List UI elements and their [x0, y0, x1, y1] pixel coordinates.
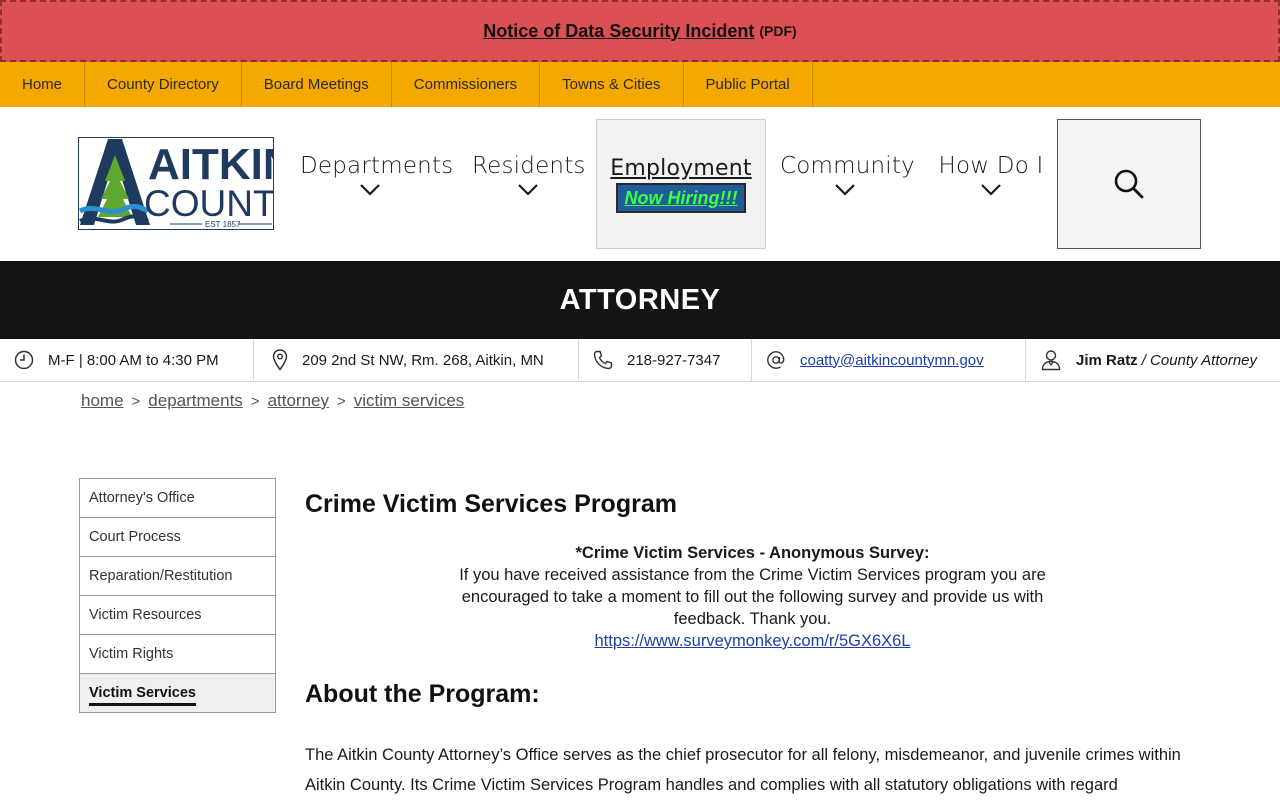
nav-residents-label: Residents — [472, 153, 586, 179]
utility-nav — [0, 62, 1280, 107]
survey-notice — [305, 542, 1200, 652]
nav-employment-label: Employment — [610, 156, 752, 181]
breadcrumb-attorney[interactable]: attorney — [267, 391, 329, 410]
breadcrumb-departments[interactable]: departments — [148, 391, 243, 410]
security-alert-banner — [0, 0, 1280, 62]
office-phone-text: 218-927-7347 — [627, 351, 721, 369]
now-hiring-badge[interactable]: Now Hiring!!! — [616, 183, 746, 213]
map-pin-icon — [272, 349, 288, 371]
nav-departments[interactable] — [300, 153, 454, 243]
utility-nav-towns-cities[interactable]: Towns & Cities — [540, 62, 683, 107]
office-email-link[interactable]: coatty@aitkincountymn.gov — [800, 351, 984, 369]
sidenav-victim-services[interactable] — [80, 674, 275, 713]
utility-nav-public-portal[interactable]: Public Portal — [684, 62, 813, 107]
office-phone[interactable] — [579, 339, 752, 381]
phone-icon — [593, 350, 613, 370]
logo-word-county: COUNT — [144, 183, 274, 224]
utility-nav-commissioners[interactable]: Commissioners — [392, 62, 540, 107]
chevron-down-icon — [980, 183, 1002, 197]
sidenav-victim-rights[interactable]: Victim Rights — [80, 635, 275, 674]
survey-link[interactable]: https://www.surveymonkey.com/r/5GX6X6L — [594, 632, 911, 650]
office-address-text: 209 2nd St NW, Rm. 268, Aitkin, MN — [302, 351, 544, 369]
about-paragraph: The Aitkin County Attorney’s Office serves as the chief prosecutor for all felony, misdemeanor, and juvenile crimes within Aitkin County. Its Crime Victim Services Program handles and complies with all statutory obligations with regard — [305, 746, 1181, 794]
sidenav-court-process[interactable]: Court Process — [80, 518, 275, 557]
nav-how-do-i[interactable] — [938, 153, 1044, 243]
logo-word-aitkin: AITKI — [148, 140, 263, 189]
person-icon — [1040, 349, 1062, 371]
clock-icon — [14, 350, 34, 370]
logo-established: EST 1857 — [205, 220, 241, 229]
section-side-nav — [79, 478, 276, 713]
content-heading: Crime Victim Services Program — [305, 490, 677, 518]
search-icon — [1113, 168, 1145, 200]
sidenav-reparation-restitution[interactable]: Reparation/Restitution — [80, 557, 275, 596]
survey-title: *Crime Victim Services - Anonymous Survey: — [575, 544, 930, 562]
breadcrumb: home > departments > attorney > victim services — [81, 391, 465, 410]
office-hours-text: M-F | 8:00 AM to 4:30 PM — [48, 351, 219, 369]
chevron-down-icon — [834, 183, 856, 197]
nav-residents[interactable] — [472, 153, 584, 243]
nav-community-label: Community — [780, 153, 915, 179]
nav-employment[interactable] — [596, 119, 766, 249]
department-head-role: / County Attorney — [1141, 351, 1258, 369]
contact-bar — [0, 339, 1280, 382]
breadcrumb-home[interactable]: home — [81, 391, 124, 410]
logo-graphic — [78, 137, 274, 230]
utility-nav-board-meetings[interactable]: Board Meetings — [242, 62, 392, 107]
sidenav-attorneys-office[interactable]: Attorney's Office — [80, 479, 275, 518]
sidenav-victim-services-label: Victim Services — [89, 685, 196, 706]
office-address — [254, 339, 579, 381]
office-hours — [0, 339, 254, 381]
breadcrumb-victim-services[interactable]: victim services — [353, 391, 465, 410]
department-head-name: Jim Ratz — [1076, 351, 1138, 369]
pdf-label: (PDF) — [759, 23, 797, 39]
department-head — [1026, 339, 1280, 381]
utility-nav-home[interactable]: Home — [0, 62, 85, 107]
survey-body: If you have received assistance from the Crime Victim Services program you are encouraged to take a moment to fill out the following survey and provide us with feedback. Thank you. — [459, 566, 1046, 628]
aitkin-county-logo[interactable] — [78, 137, 274, 230]
page-title-band — [0, 261, 1280, 339]
security-notice-link[interactable]: Notice of Data Security Incident — [483, 20, 755, 41]
nav-departments-label: Departments — [300, 153, 454, 179]
at-sign-icon — [766, 350, 786, 370]
search-button[interactable] — [1057, 119, 1201, 249]
sidenav-victim-resources[interactable]: Victim Resources — [80, 596, 275, 635]
page-title: ATTORNEY — [559, 283, 721, 316]
utility-nav-county-directory[interactable]: County Directory — [85, 62, 242, 107]
about-heading: About the Program: — [305, 680, 540, 708]
chevron-down-icon — [359, 183, 381, 197]
nav-how-do-i-label: How Do I — [938, 153, 1044, 179]
office-email — [752, 339, 1026, 381]
nav-community[interactable] — [780, 153, 915, 243]
chevron-down-icon — [517, 183, 539, 197]
